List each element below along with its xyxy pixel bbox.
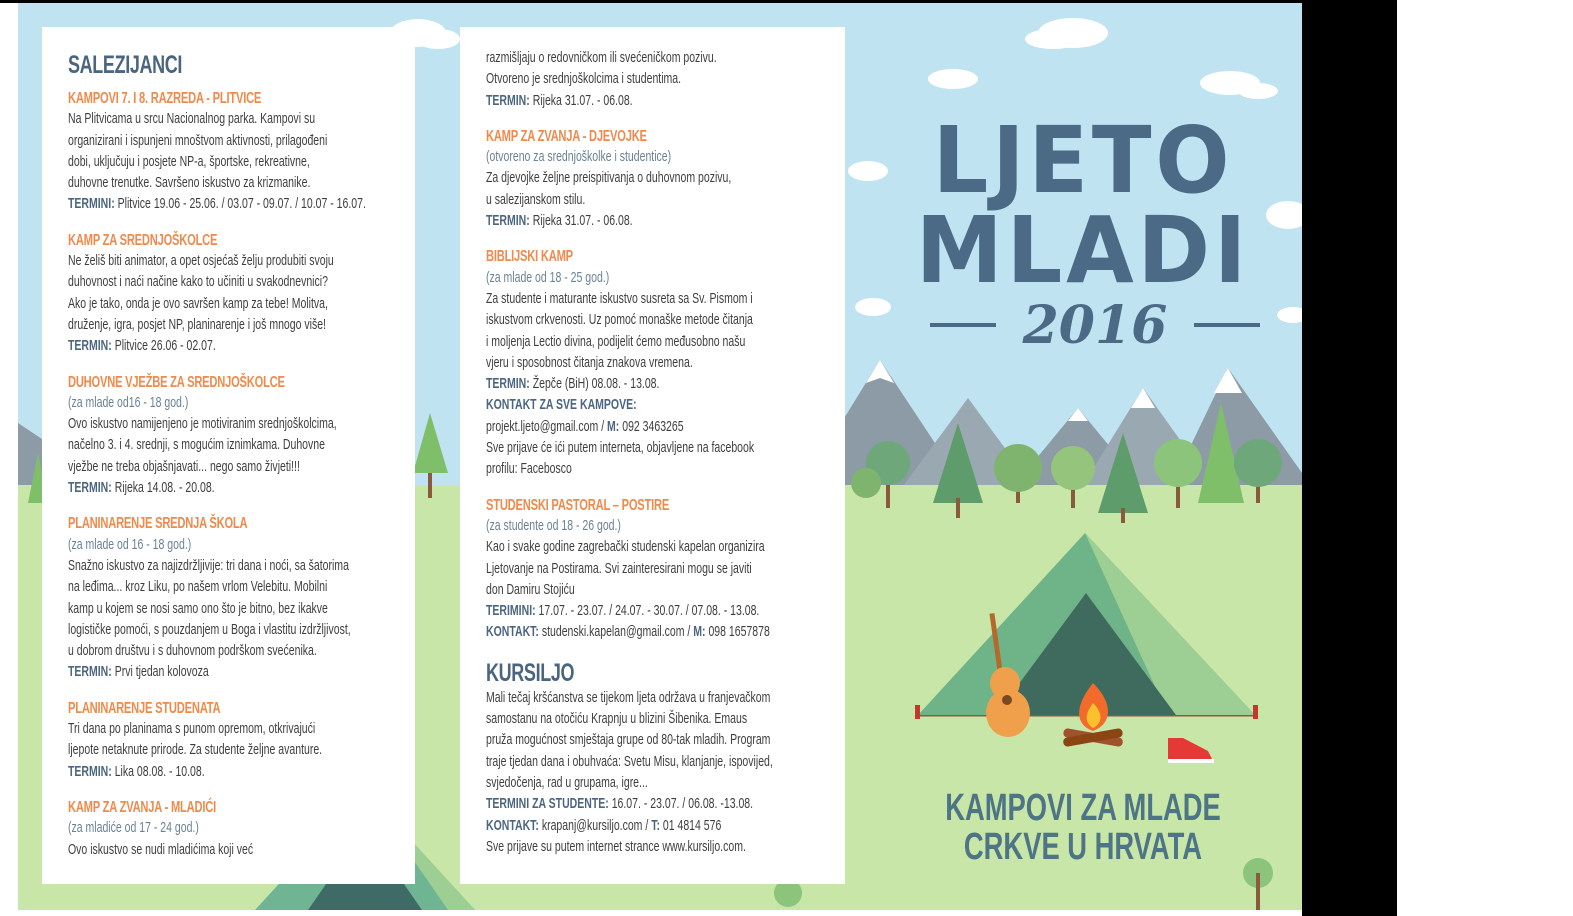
description-line: kamp u kojem se nosi samo ono što je bitno, bez ikakve [68,600,328,617]
info-line [486,438,860,459]
description-line: Ako je tako, onda je ovo savršen kamp za tebe! Molitva, [68,295,328,312]
camp-title: STUDENSKI PASTORAL – POSTIRE [486,496,670,514]
info-value: 098 1657878 [705,624,770,641]
cover-title-line1: LJETO [932,107,1234,214]
info-value: krapanj@kursiljo.com / [538,817,652,834]
camp-section [68,88,442,216]
info-label: KONTAKT: [486,817,539,834]
info-value: Prvi tjedan kolovoza [111,664,209,681]
description-line: Na Plitvicama u srcu Nacionalnog parka. Kampovi su [68,111,316,128]
info-line [486,794,860,815]
info-label: M: [693,624,706,641]
info-value: profilu: Facebosco [486,461,572,478]
info-line [486,374,860,395]
left-panel [42,27,415,884]
description-line: Ovo iskustvo namijenjeno je motiviranim srednjoškolcima, [68,416,337,433]
description-line: Za djevojke željne preispitivanja o duhovnom pozivu, [486,170,732,187]
camp-subtitle: (za mlade od 18 - 25 god.) [486,269,610,286]
info-label: TERMIN: [486,376,530,393]
info-line [68,662,442,683]
side-border [1302,0,1397,916]
info-value: Rijeka 14.08. - 20.08. [111,480,215,497]
description-line: ljepote netaknute prirode. Za studente željne avanture. [68,742,323,759]
description-line: duhovne trenutke. Savršeno iskustvo za krizmanike. [68,175,311,192]
info-line [68,194,442,215]
camp-title: PLANINARENJE SREDNJA ŠKOLA [68,515,248,533]
info-value: Sve prijave su putem internet strance www.kursiljo.com. [486,838,746,855]
camp-section [486,48,860,112]
description-line: u dobrom društvu i s duhovnom podrškom svećenika. [68,643,317,660]
camp-section [68,513,442,683]
description-line: Ovo iskustvo se nudi mladićima koji već [68,841,254,858]
middle-panel [460,27,845,884]
camp-section [68,230,442,358]
camp-subtitle: (otvoreno za srednjoškolke i studentice) [486,149,672,166]
info-label: TERMIN: [68,338,112,355]
description-line: razmišljaju o redovničkom ili svećeničkom pozivu. [486,50,717,66]
info-line [486,459,860,480]
info-value: 17.07. - 23.07. / 24.07. - 30.07. / 07.08. - 13.08. [535,603,760,620]
info-value: Sve prijave će ići putem interneta, objavljene na facebook [486,440,755,457]
divider [1194,323,1260,327]
info-line [68,478,442,499]
info-label: TERMIN: [68,664,112,681]
camp-section [486,126,860,232]
info-line [486,837,860,858]
divider [930,323,996,327]
description-line: Ne želiš biti animator, a opet osjećaš želju produbiti svoju [68,253,334,270]
description-line: pruža mogućnost smještaja grupe od 80-tak mladih. Program [486,732,771,749]
description-line: načelno 3. i 4. srednji, s mogućim iznimkama. Duhovne [68,437,325,454]
camp-title: KAMP ZA ZVANJA - MLADIĆI [68,798,216,816]
camp-section [486,495,860,644]
description-line: duhovnost i naći načine kako to učiniti u svakodnevnici? [68,274,328,291]
info-label: TERMIN: [68,480,112,497]
camp-subtitle: (za mlade od16 - 18 god.) [68,394,189,411]
description-line: Tri dana po planinama s punom opremom, otkrivajući [68,721,316,738]
cover-footer-line2: CRKVE U HRVATA [963,826,1203,868]
info-value: projekt.ljeto@gmail.com / [486,418,608,435]
page-margin [0,0,18,916]
description-line: don Damiru Stojiću [486,581,575,598]
description-line: vjeru i sposobnost čitanja znakova vremena. [486,354,693,371]
section-heading-salezijanci: SALEZIJANCI [68,51,183,79]
info-value: 16.07. - 23.07. / 06.08. -13.08. [608,796,754,813]
info-value: Žepče (BiH) 08.08. - 13.08. [529,376,660,393]
info-label: KONTAKT ZA SVE KAMPOVE: [486,397,637,414]
description-line: Ljetovanje na Postirama. Svi zainteresirani mogu se javiti [486,560,752,577]
info-label: TERMINI ZA STUDENTE: [486,796,609,813]
info-value: studenski.kapelan@gmail.com / [538,624,694,641]
camp-subtitle: (za mlade od 16 - 18 god.) [68,536,192,553]
description-line: u salezijanskom stilu. [486,191,586,208]
camp-title: DUHOVNE VJEŽBE ZA SREDNJOŠKOLCE [68,373,285,391]
camp-title: KAMP ZA ZVANJA - DJEVOJKE [486,127,647,145]
camp-title: PLANINARENJE STUDENATA [68,699,221,717]
camp-section [68,797,442,861]
info-value: Rijeka 31.07. - 06.08. [529,213,633,230]
info-value: Lika 08.08. - 10.08. [111,763,205,780]
description-line: Snažno iskustvo za najizdržljivije: tri dana i noći, sa šatorima [68,557,349,574]
info-line [68,762,442,783]
cover-title-line2: MLADI [915,197,1251,304]
camp-title: BIBLIJSKI KAMP [486,248,573,266]
description-line: i moljenja Lectio divina, podijelit ćemo međusobno našu [486,333,746,350]
description-line: druženje, igra, posjet NP, planinarenje i još mnogo više! [68,316,326,333]
description-line: Mali tečaj kršćanstva se tijekom ljeta održava u franjevačkom [486,689,771,706]
info-line [486,91,860,112]
info-line [486,395,860,416]
info-value: 092 3463265 [619,418,684,435]
camp-title: KAMP ZA SREDNJOŠKOLCE [68,231,218,249]
info-line [486,622,860,643]
info-label: M: [607,418,620,435]
info-value: Rijeka 31.07. - 06.08. [529,92,633,109]
description-line: dobi, uključuju i posjete NP-a, športske, rekreativne, [68,153,310,170]
cover-year-row [930,295,1260,355]
camp-section [486,688,860,858]
cover-year: 2016 [1022,294,1168,356]
description-line: vježbe ne treba objašnjavati... nego samo živjeti!!! [68,458,300,475]
info-value: Plitvice 19.06 - 25.06. / 03.07 - 09.07. / 10.07 - 16.07. [114,196,366,213]
description-line: logističke pomoći, s pouzdanjem u Boga i vlastitu izdržljivost, [68,621,351,638]
brochure [18,3,1302,910]
description-line: organizirani i ispunjeni mnoštvom aktivnosti, prilagođeni [68,132,328,149]
top-border [0,0,1397,3]
description-line: Kao i svake godine zagrebački studenski kapelan organizira [486,539,765,556]
camp-subtitle: (za studente od 18 - 26 god.) [486,517,621,534]
section-heading-kursiljo: KURSILJO [486,658,575,687]
camp-section [68,372,442,500]
description-line: Otvoreno je srednjoškolcima i studentima. [486,71,682,88]
info-label: KONTAKT: [486,624,539,641]
camp-title: KAMPOVI 7. I 8. RAZREDA - PLITVICE [68,90,262,107]
info-label: TERMIN: [486,213,530,230]
info-line [486,816,860,837]
description-line: na leđima... kroz Liku, po našem vrlom Velebitu. Mobilni [68,579,328,596]
description-line: svjedočenja, rad u grupama, igre... [486,774,648,791]
description-line: Za studente i maturante iskustvo susreta sa Sv. Pismom i [486,290,753,307]
info-label: TERIMINI: [486,603,536,620]
info-line [486,601,860,622]
info-label: T: [651,817,660,834]
info-value: Plitvice 26.06 - 02.07. [111,338,216,355]
info-line [486,417,860,438]
cover-footer-line1: KAMPOVI ZA MLADE [945,787,1221,829]
description-line: traje tjedan dana i obuhvaća: Svetu Misu, klanjanje, ispovijed, [486,753,773,770]
info-line [486,211,860,232]
description-line: samostanu na otočiću Krapnju u blizini Šibenika. Emaus [486,711,748,728]
info-value: 01 4814 576 [659,817,722,834]
camp-section [486,246,860,480]
camp-subtitle: (za mladiće od 17 - 24 god.) [68,820,199,837]
camp-section [68,698,442,783]
description-line: iskustvom crkvenosti. Uz pomoć monaške metode čitanja [486,312,753,329]
info-line [68,336,442,357]
info-label: TERMIN: [68,763,112,780]
info-label: TERMIN: [486,92,530,109]
info-label: TERMINI: [68,196,115,213]
